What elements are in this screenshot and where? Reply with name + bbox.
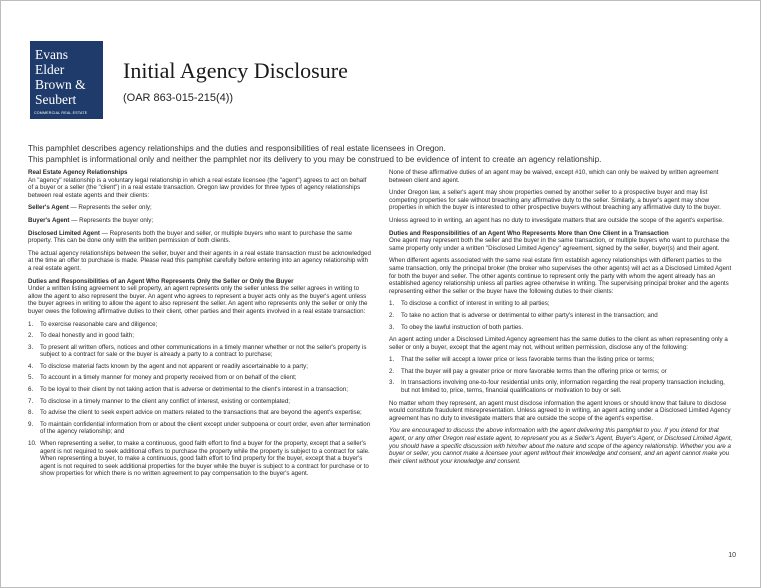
logo-tagline: COMMERCIAL REAL ESTATE — [34, 111, 88, 115]
left-column — [28, 169, 373, 483]
paragraph: Unless agreed to in writing, an agent has no duty to investigate matters that are outside the scope of the agent's expertise. — [389, 216, 724, 224]
list-item — [28, 398, 373, 406]
list-number: 4. — [28, 362, 34, 370]
list-number: 9. — [28, 420, 34, 428]
list-text: That the buyer will pay a greater price or more favorable terms than the offering price or terms; or — [401, 367, 667, 375]
paragraph: Under Oregon law, a seller's agent may show properties owned by another seller to a prospective buyer and may list competing properties for sale without breaching any affirmative duty to the seller. Similarly, a buyer's agent may show properties in which the buyer is interested to other prospective buyers without breaching any affirmative duty to the buyer. — [389, 189, 721, 212]
list-number: 10. — [28, 440, 37, 448]
list-text: To disclose in a timely manner to the client any conflict of interest, existing or contemplated; — [40, 397, 291, 405]
list-text: To maintain confidential information from or about the client except under subpoena or court order, even after termination of the agency relationship; and — [40, 420, 371, 436]
multi-duties-list — [389, 300, 734, 331]
paragraph: One agent may represent both the seller and the buyer in the same transaction, or multiple buyers who want to purchase the same property only under a written "Disclosed Limited Agency" agreement, signed by the seller, buyer(s) and their agent. — [389, 237, 730, 252]
paragraph: An "agency" relationship is a voluntary legal relationship in which a real estate licensee (the "agent") agrees to act on behalf of a buyer or a seller (the "client") in a real estate transaction. Oregon law provides for three types of agency relationships between real estate agents and their clients: — [28, 176, 367, 199]
list-item — [28, 344, 373, 359]
intro-line: This pamphlet describes agency relationships and the duties and responsibilities of real estate licensees in Oregon. — [28, 144, 446, 153]
section-heading: Duties and Responsibilities of an Agent Who Represents Only the Seller or Only the Buyer — [28, 277, 294, 285]
page-title: Initial Agency Disclosure — [123, 58, 348, 83]
logo-name: Evans Elder Brown & Seubert — [35, 47, 86, 107]
definition-buyer: Buyer's Agent — Represents the buyer only; — [28, 216, 154, 224]
list-item — [28, 440, 373, 478]
list-item — [28, 409, 373, 417]
list-item — [389, 356, 734, 364]
list-text: In transactions involving one-to-four residential units only, information regarding the real property transaction including, but not limited to, price, terms, financial qualifications or motivation to buy or sell. — [401, 379, 725, 395]
list-text: To account in a timely manner for money and property received from or on behalf of the client; — [40, 374, 297, 382]
list-text: To obey the lawful instruction of both parties. — [401, 323, 524, 331]
list-number: 7. — [28, 397, 34, 405]
list-text: To advise the client to seek expert advice on matters related to the transactions that are beyond the agent's expertise; — [40, 409, 362, 417]
list-number: 2. — [389, 367, 395, 375]
list-number: 1. — [389, 356, 395, 364]
intro-text — [28, 143, 748, 165]
list-text: To present all written offers, notices and other communications in a timely manner whether or not the seller's property is subject to a contract for sale or the buyer is already a party to a contract to purchase; — [40, 343, 367, 359]
paragraph: No matter whom they represent, an agent must disclose information the agent knows or should know that failure to disclose would constitute fraudulent misrepresentation. Unless agreed to in writing, an agent acting under a Disclosed Limited Agency agreement has no duty to investigate matters that are outside the scope of the agent's expertise. — [389, 399, 731, 422]
definition-seller: Seller's Agent — Represents the seller only; — [28, 204, 152, 212]
list-number: 8. — [28, 409, 34, 417]
list-number: 3. — [389, 379, 395, 387]
list-item — [28, 386, 373, 394]
list-item — [389, 300, 734, 308]
definition-disclosed-limited: Disclosed Limited Agent — Represents both the buyer and seller, or multiple buyers who want to purchase the same property. This can be done only with the written permission of both clients. — [28, 229, 353, 245]
section-heading: Real Estate Agency Relationships — [28, 169, 128, 176]
paragraph: None of these affirmative duties of an agent may be waived, except #10, which can only be waived by written agreement between client and agent. — [389, 169, 719, 184]
list-number: 1. — [28, 320, 34, 328]
duties-list — [28, 321, 373, 479]
list-number: 2. — [28, 332, 34, 340]
list-item — [28, 332, 373, 340]
list-text: To disclose material facts known by the agent and not apparent or readily ascertainable to a party; — [40, 362, 308, 370]
list-text: To disclose a conflict of interest in writing to all parties; — [401, 300, 550, 308]
section-heading: Duties and Responsibilities of an Agent Who Represents More than One Client in a Transaction — [389, 229, 669, 237]
list-number: 3. — [28, 343, 34, 351]
list-item — [28, 363, 373, 371]
list-number: 1. — [389, 300, 395, 308]
page-number: 10 — [728, 552, 736, 559]
disclosure-list — [389, 356, 734, 394]
company-logo — [30, 41, 103, 119]
paragraph: An agent acting under a Disclosed Limited Agency agreement has the same duties to the client as when representing only a seller or only a buyer, except that the agent may not, without written permission, disclose any of the following: — [389, 336, 728, 351]
list-item — [389, 324, 734, 332]
list-text: When representing a seller, to make a continuous, good faith effort to find a buyer for the property, except that a seller's agent is not required to seek additional offers to purchase the property while the property is subject to a contract for sale. When representing a buyer, to make a continuous, good faith effort to find property for the buyer, except that a buyer's agent is not required to seek additional properties for the buyer while the buyer is subject to a contract for purchase or to show properties for which there is no written agreement to pay compensation to the buyer's agent. — [40, 440, 370, 478]
list-text: To exercise reasonable care and diligence; — [40, 320, 158, 328]
paragraph: The actual agency relationships between the seller, buyer and their agents in a real estate transaction must be acknowledged at the time an offer to purchase is made. Please read this pamphlet carefully before entering into an agency relationship with a real estate agent. — [28, 249, 371, 272]
list-item — [28, 321, 373, 329]
list-item — [28, 421, 373, 436]
intro-line: This pamphlet is informational only and neither the pamphlet nor its delivery to you may be construed to be evidence of intent to create an agency relationship. — [28, 155, 602, 164]
list-item — [389, 312, 734, 320]
list-item — [389, 379, 734, 394]
paragraph: Under a written listing agreement to sell property, an agent represents only the seller unless the seller agrees in writing to allow the agent to also represent the buyer. An agent who agrees to represent a buyer acts only as the buyer's agent unless the buyer agrees in writing to allow the agent to also represent the seller. An agent who represents only the seller or only the buyer owes the following affirmative duties to their client, other parties and their agents involved in a real estate transaction: — [28, 285, 368, 315]
list-number: 3. — [389, 323, 395, 331]
right-column — [389, 169, 734, 470]
list-text: That the seller will accept a lower price or less favorable terms than the listing price or terms; — [401, 356, 655, 364]
list-number: 2. — [389, 311, 395, 319]
list-text: To deal honestly and in good faith; — [40, 332, 134, 340]
list-number: 5. — [28, 374, 34, 382]
encouragement-note: You are encouraged to discuss the above information with the agent delivering this pamphlet to you. If you intend for that agent, or any other Oregon real estate agent, to represent you as a Seller's Agent, Buyer's Agent, or Disclosed Limited Agent, you should have a specific discussion with him/her about the nature and scope of the agency relationship. Whether you are a buyer or seller, you cannot make a licensee your agent without their knowledge and consent, and an agent cannot make you their client without your knowledge and consent. — [389, 427, 733, 465]
list-item — [28, 374, 373, 382]
list-item — [389, 368, 734, 376]
page-subtitle: (OAR 863-015-215(4)) — [123, 92, 234, 104]
list-text: To take no action that is adverse or detrimental to either party's interest in the transaction; and — [401, 311, 658, 319]
list-text: To be loyal to their client by not taking action that is adverse or detrimental to the client's interest in a transaction; — [40, 386, 348, 394]
paragraph: When different agents associated with the same real estate firm establish agency relationships with different parties to the same transaction, only the principal broker (the broker who supervises the other agents) will act as a Disclosed Limited Agent for both the buyer and seller. The other agents continue to represent only the party with whom the agent already has an established agency relationship unless all parties agree otherwise in writing. The supervising principal broker and the agents representing either the seller or the buyer have the following duties to their clients: — [389, 257, 732, 295]
list-number: 6. — [28, 386, 34, 394]
